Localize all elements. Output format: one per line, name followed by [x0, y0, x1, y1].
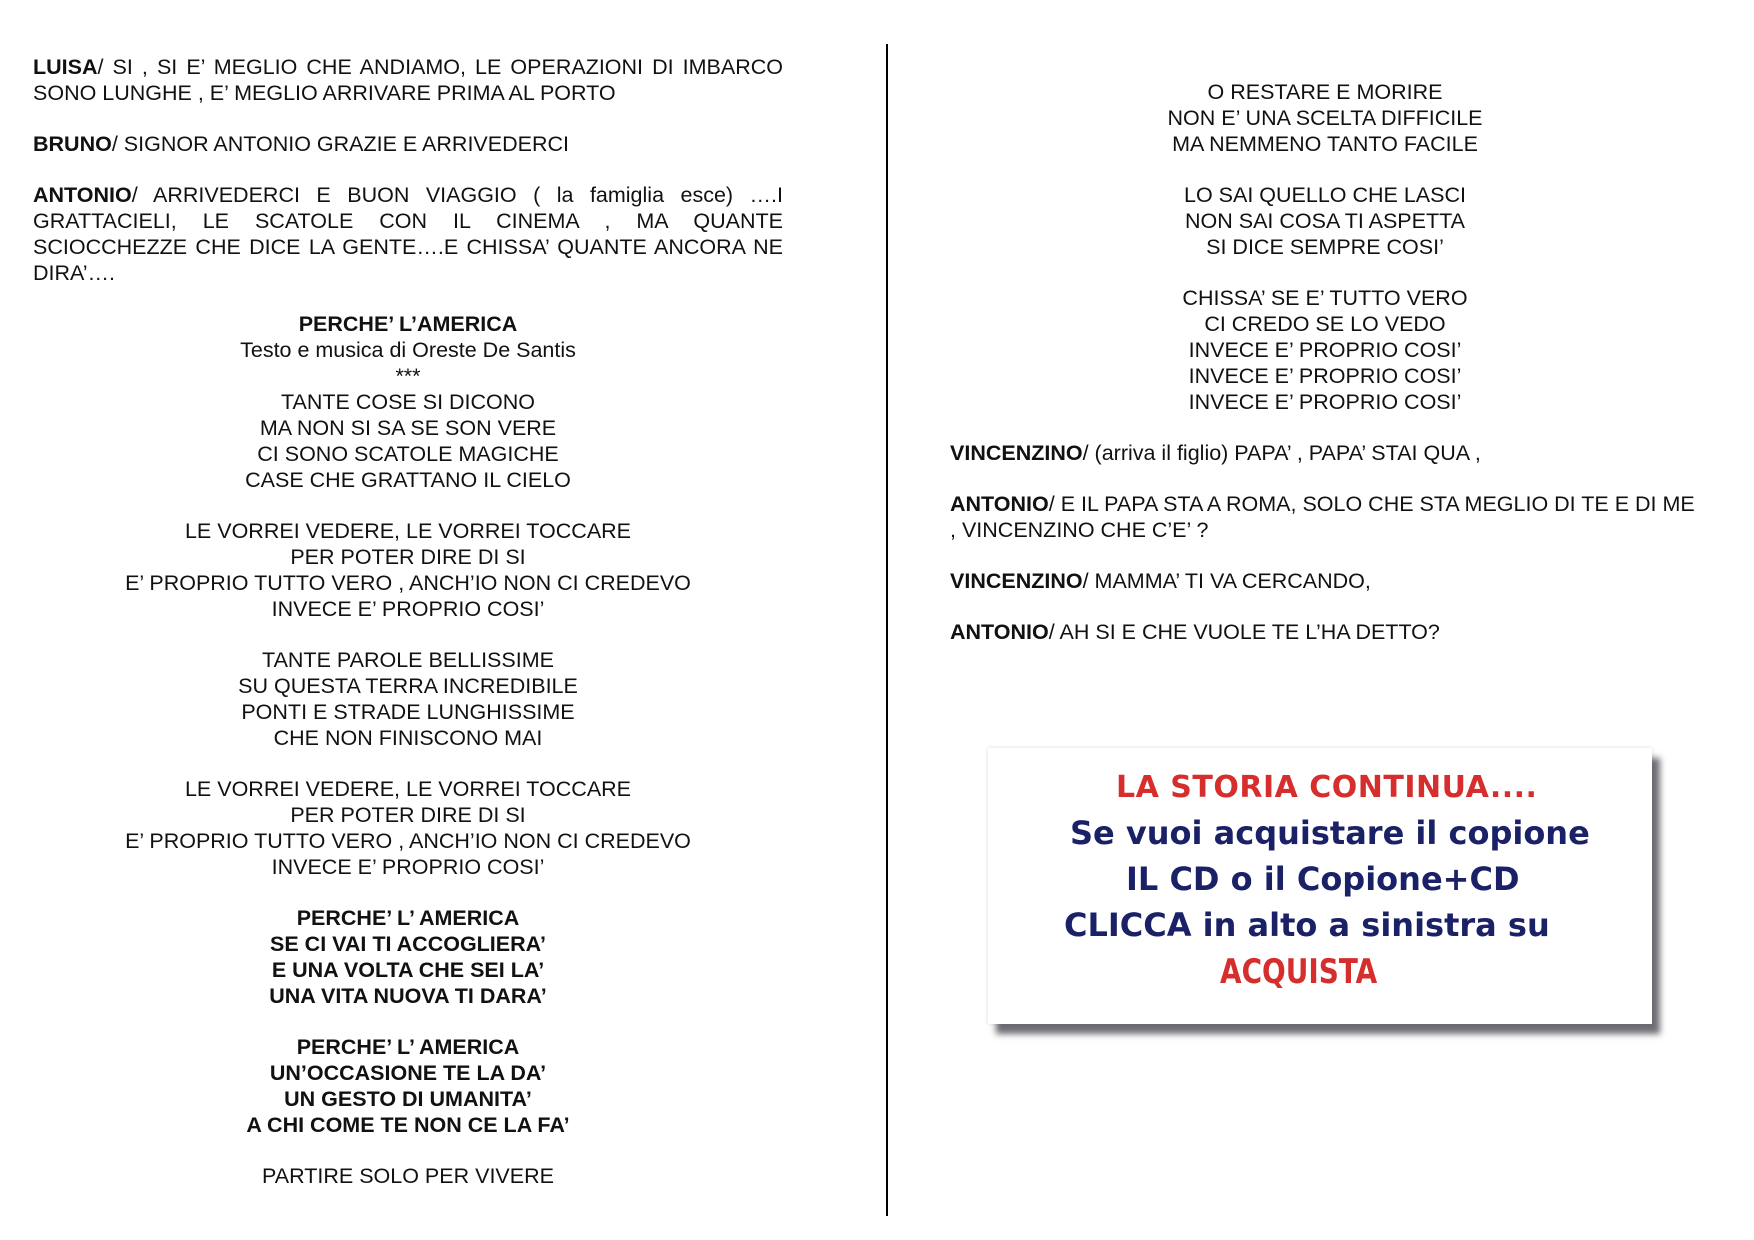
lyric-line: CI CREDO SE LO VEDO [1204, 312, 1446, 336]
speaker-name: LUISA [33, 55, 98, 79]
lyric-line: UNA VITA NUOVA TI DARA’ [269, 984, 547, 1008]
lyric-line: LO SAI QUELLO CHE LASCI [1184, 183, 1466, 207]
song-stanza [950, 79, 1700, 157]
speaker-name: BRUNO [33, 132, 112, 156]
lyric-line: PARTIRE SOLO PER VIVERE [262, 1164, 554, 1188]
lyric-line: O RESTARE E MORIRE [1207, 80, 1443, 104]
lyric-line: PONTI E STRADE LUNGHISSIME [241, 700, 575, 724]
lyric-line: CHISSA’ SE E’ TUTTO VERO [1182, 286, 1468, 310]
dialogue-vincenzino [950, 440, 1700, 466]
lyric-line: INVECE E’ PROPRIO COSI’ [1188, 364, 1462, 388]
dialogue-text: / MAMMA’ TI VA CERCANDO, [1082, 569, 1371, 593]
song-stanza [950, 285, 1700, 415]
promo-text: IL CD o il Copione+CD [1126, 860, 1520, 898]
lyric-line: PER POTER DIRE DI SI [290, 545, 526, 569]
song-separator: *** [395, 364, 421, 388]
song-stanza [33, 1163, 783, 1189]
lyric-line: MA NEMMENO TANTO FACILE [1172, 132, 1478, 156]
lyric-line: LE VORREI VEDERE, LE VORREI TOCCARE [184, 519, 632, 543]
promo-headline: LA STORIA CONTINUA.... [1116, 770, 1538, 805]
lyric-line: E’ PROPRIO TUTTO VERO , ANCH’IO NON CI CREDEVO [125, 571, 691, 595]
dialogue-text: / ARRIVEDERCI E BUON VIAGGIO ( la famiglia esce) ….I GRATTACIELI, LE SCATOLE CON IL CINEMA , MA QUANTE SCIOCCHEZZE CHE DICE LA GENTE….E CHISSA’ QUANTE ANCORA NE DIRA’…. [33, 183, 783, 285]
lyric-line: CASE CHE GRATTANO IL CIELO [245, 468, 571, 492]
lyric-line: NON E’ UNA SCELTA DIFFICILE [1167, 106, 1483, 130]
speaker-name: VINCENZINO [950, 569, 1083, 593]
dialogue-text: / E IL PAPA STA A ROMA, SOLO CHE STA MEGLIO DI TE E DI ME , VINCENZINO CHE C’E’ ? [950, 492, 1695, 542]
song-chorus [33, 1034, 783, 1138]
lyric-line: TANTE PAROLE BELLISSIME [262, 648, 554, 672]
dialogue-text: / SIGNOR ANTONIO GRAZIE E ARRIVEDERCI [111, 132, 570, 156]
dialogue-antonio [33, 182, 783, 286]
dialogue-text: / (arriva il figlio) PAPA’ , PAPA’ STAI QUA , [1082, 441, 1481, 465]
left-column [33, 54, 783, 1214]
lyric-line: SI DICE SEMPRE COSI’ [1206, 235, 1444, 259]
lyric-line: NON SAI COSA TI ASPETTA [1185, 209, 1465, 233]
dialogue-text: / SI , SI E’ MEGLIO CHE ANDIAMO, LE OPERAZIONI DI IMBARCO SONO LUNGHE , E’ MEGLIO ARRIVARE PRIMA AL PORTO [33, 55, 783, 105]
lyric-line: CI SONO SCATOLE MAGICHE [257, 442, 559, 466]
lyric-line: E UNA VOLTA CHE SEI LA’ [271, 958, 545, 982]
purchase-promo-box[interactable] [988, 748, 1652, 1024]
lyric-line: CHE NON FINISCONO MAI [273, 726, 543, 750]
dialogue-text: / AH SI E CHE VUOLE TE L’HA DETTO? [1048, 620, 1440, 644]
lyric-line: MA NON SI SA SE SON VERE [259, 416, 557, 440]
dialogue-antonio [950, 619, 1700, 645]
promo-text: CLICCA in alto a sinistra su [1064, 906, 1550, 944]
column-divider [886, 44, 888, 1216]
song-credits: Testo e musica di Oreste De Santis [240, 338, 576, 362]
lyric-line: INVECE E’ PROPRIO COSI’ [271, 597, 545, 621]
dialogue-vincenzino [950, 568, 1700, 594]
dialogue-bruno [33, 131, 783, 157]
lyric-line: INVECE E’ PROPRIO COSI’ [1188, 390, 1462, 414]
song-chorus [33, 905, 783, 1009]
song-title: PERCHE’ L’AMERICA [298, 312, 518, 336]
lyric-line: PERCHE’ L’ AMERICA [296, 906, 520, 930]
song-header [33, 311, 783, 389]
lyric-line: TANTE COSE SI DICONO [280, 390, 536, 414]
lyric-line: SE CI VAI TI ACCOGLIERA’ [270, 932, 546, 956]
dialogue-luisa [33, 54, 783, 106]
dialogue-antonio [950, 491, 1700, 543]
lyric-line: A CHI COME TE NON CE LA FA’ [246, 1113, 570, 1137]
speaker-name: VINCENZINO [950, 441, 1083, 465]
lyric-line: E’ PROPRIO TUTTO VERO , ANCH’IO NON CI CREDEVO [125, 829, 691, 853]
song-stanza [33, 776, 783, 880]
lyric-line: SU QUESTA TERRA INCREDIBILE [238, 674, 578, 698]
lyric-line: UN GESTO DI UMANITA’ [284, 1087, 532, 1111]
lyric-line: PERCHE’ L’ AMERICA [296, 1035, 520, 1059]
lyric-line: INVECE E’ PROPRIO COSI’ [271, 855, 545, 879]
lyric-line: PER POTER DIRE DI SI [290, 803, 526, 827]
song-stanza [33, 389, 783, 493]
acquista-label: ACQUISTA [1220, 952, 1378, 992]
song-stanza [33, 518, 783, 622]
speaker-name: ANTONIO [950, 620, 1049, 644]
promo-text: Se vuoi acquistare il copione [1070, 814, 1590, 852]
song-stanza [33, 647, 783, 751]
lyric-line: UN’OCCASIONE TE LA DA’ [269, 1061, 547, 1085]
lyric-line: LE VORREI VEDERE, LE VORREI TOCCARE [184, 777, 632, 801]
lyric-line: INVECE E’ PROPRIO COSI’ [1188, 338, 1462, 362]
song-stanza [950, 182, 1700, 260]
right-column [950, 79, 1700, 670]
speaker-name: ANTONIO [950, 492, 1049, 516]
speaker-name: ANTONIO [33, 183, 132, 207]
